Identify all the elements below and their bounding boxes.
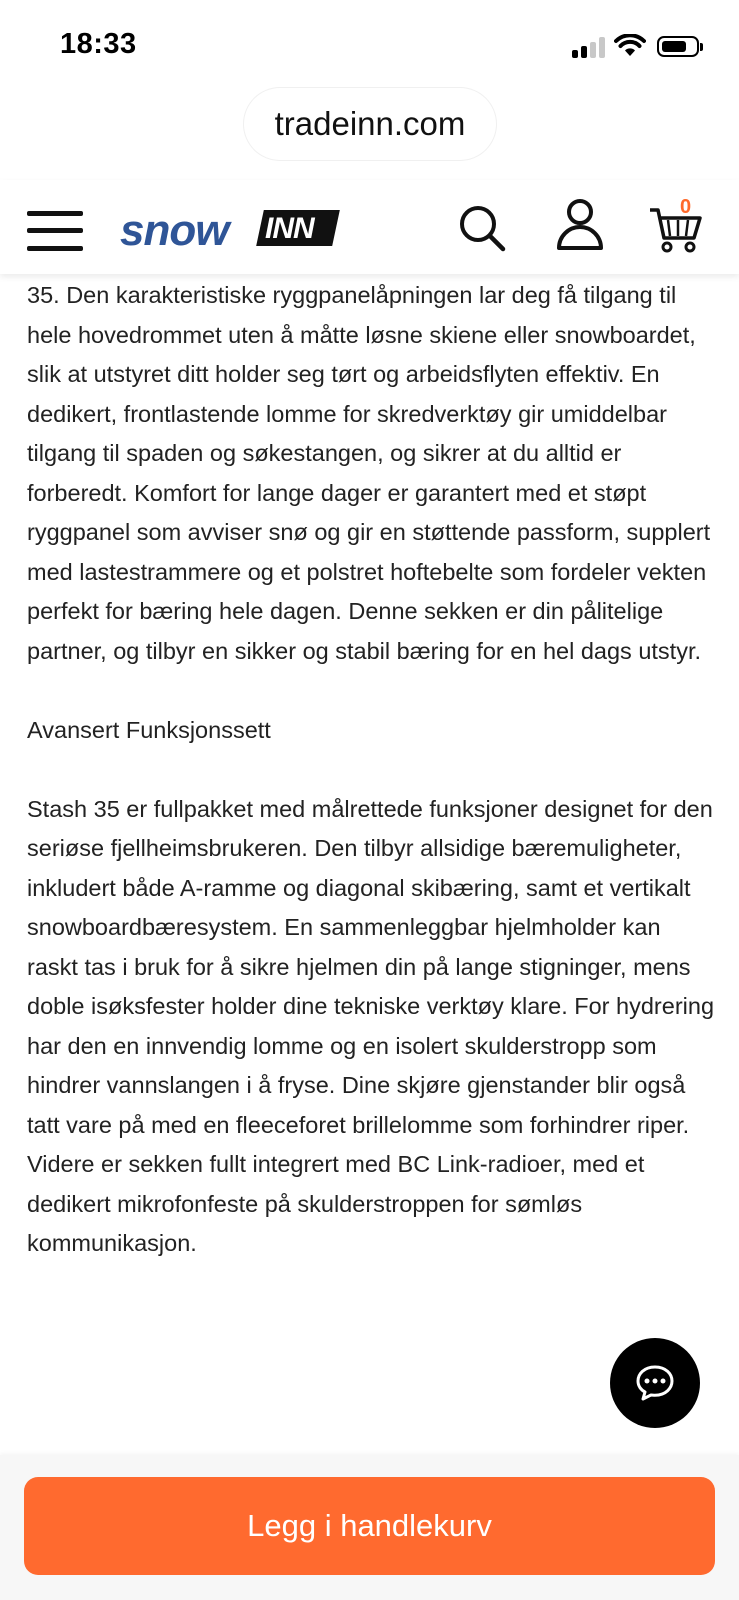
address-bar[interactable] [244,88,496,160]
cart-count-badge: 0 [680,196,692,218]
sticky-footer [0,1455,739,1600]
section-heading: Avansert Funksjonssett [27,716,271,743]
add-to-cart-button[interactable]: Legg i handlekurv [24,1477,715,1575]
battery-level [662,41,686,52]
url-text: tradeinn.com [274,105,466,142]
cart-icon[interactable] [648,206,702,254]
product-description [27,276,717,1264]
status-time: 18:33 [60,28,137,60]
chat-button[interactable] [610,1338,700,1428]
description-paragraph: Stash 35 er fullpakket med målrettede funksjoner designet for den seriøse fjellheimsbrukeren. Den tilbyr allsidige bæremuligheter, inkludert både A-ramme og diagonal skibæring, samt et vertikalt snowboardbæresystem. En sammenleggbar hjelmholder kan raskt tas i bruk for å sikre hjelmen din på lange stigninger, mens doble isøksfester holder dine tekniske verktøy klare. For hydrering har den en innvendig lomme og en isolert skulderstropp som hindrer vannslangen i å fryse. Dine skjøre gjenstander blir også tatt vare på med en fleeceforet brillelomme som forhindrer riper. Videre er sekken fullt integrert med BC Link-radioer, med et dedikert mikrofonfeste på skulderstroppen for sømløs kommunikasjon. [27,795,715,1256]
cellular-signal-icon [572,36,606,58]
description-paragraph: 35. Den karakteristiske ryggpanelåpningen lar deg få tilgang til hele hovedrommet uten å måtte løsne skiene eller snowboardet, slik at utstyret ditt holder seg tørt og arbeidsflyten effektiv. En dedikert, frontlastende lomme for skredverktøy gir umiddelbar tilgang til spaden og søkestangen, og sikrer at du alltid er forberedt. Komfort for lange dager er garantert med et støpt ryggpanel som avviser snø og gir en støttende passform, supplert med lastestrammere og et polstret hoftebelte som fordeler vekten perfekt for bæring hele dagen. Denne sekken er din pålitelige partner, og tilbyr en sikker og stabil bæring for en hel dags utstyr. [27,282,711,664]
status-bar [0,0,739,90]
site-header [0,180,739,274]
menu-icon[interactable] [27,211,83,251]
logo-badge: INN [265,212,314,245]
chat-icon [635,1364,675,1402]
user-icon[interactable] [556,198,604,250]
wifi-icon [614,34,646,58]
search-icon[interactable] [458,204,506,252]
logo-text: snow [120,206,229,255]
battery-icon [657,36,699,57]
